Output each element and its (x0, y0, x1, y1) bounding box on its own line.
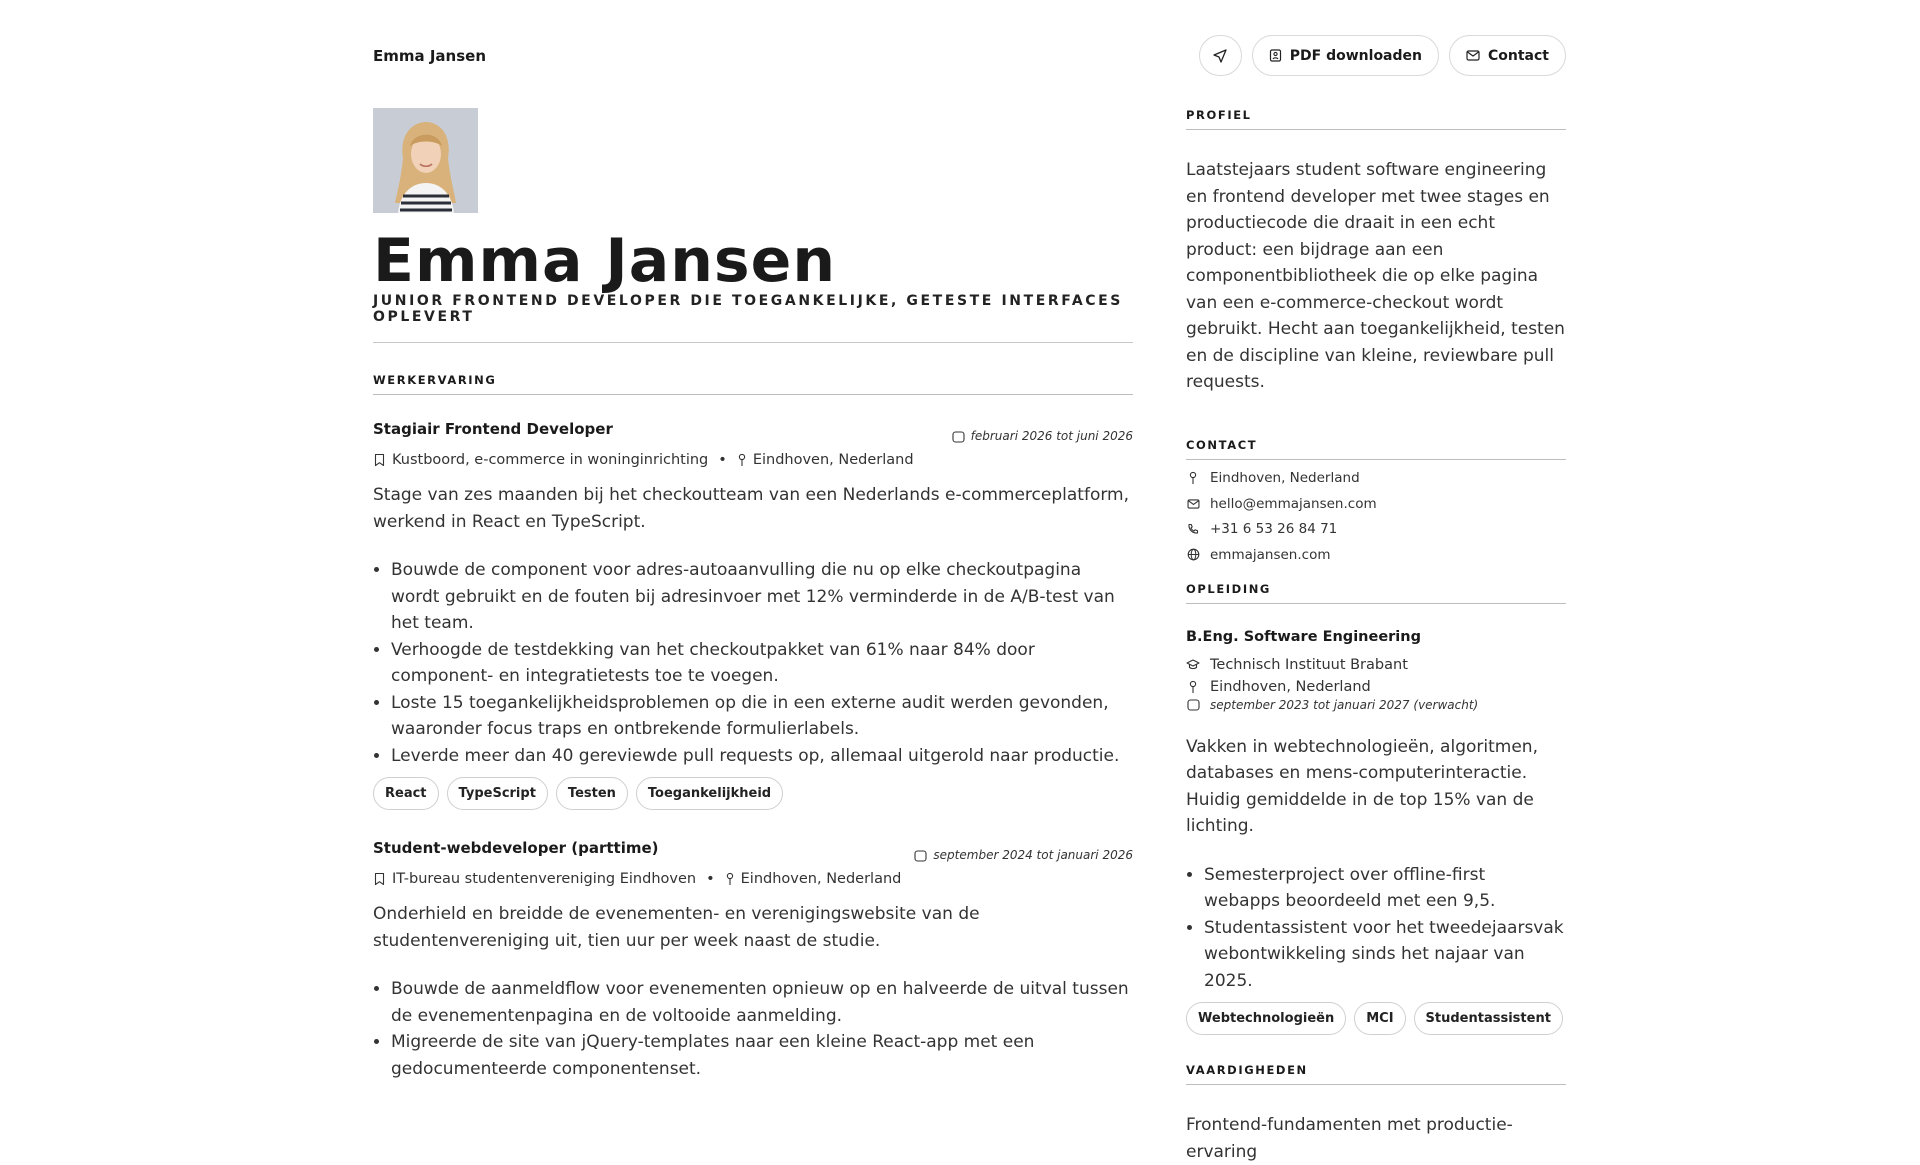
job-summary: Stage van zes maanden bij het checkoutteam van een Nederlands e-commerceplatform, werkend in React en TypeScript. (373, 485, 1129, 532)
mail-icon (1466, 50, 1480, 61)
graduation-cap-icon (1186, 659, 1200, 671)
job-meta (373, 452, 1133, 468)
page-title: Emma Jansen (373, 226, 837, 296)
sidebar-column (1186, 108, 1566, 1165)
pdf-download-label: PDF downloaden (1289, 47, 1422, 64)
education-text: Vakken in webtechnologieën, algoritmen, databases en mens-computerinteractie. Huidig gemiddelde in de top 15% van de lichting. (1186, 736, 1538, 836)
pin-icon (1188, 471, 1198, 485)
list-item: • Migreerde de site van jQuery-templates naar een kleine React-app met een gedocumenteerde componentenset. (391, 1029, 1133, 1082)
job-item (373, 420, 1133, 810)
contact-website-text: emmajansen.com (1210, 546, 1331, 563)
calendar-icon (952, 430, 965, 443)
education-location (1186, 679, 1566, 695)
skills-text: Frontend-fundamenten met productie-ervaring (1186, 1115, 1513, 1162)
education-heading: OPLEIDING (1186, 582, 1566, 604)
job-title: Student-webdeveloper (parttime) (373, 839, 659, 857)
contact-phone[interactable] (1186, 517, 1566, 543)
share-button[interactable] (1199, 35, 1242, 76)
job-date (952, 429, 1133, 443)
tag: Toegankelijkheid (636, 777, 783, 810)
contact-email[interactable] (1186, 491, 1566, 517)
header-actions (1199, 35, 1566, 76)
education-tags (1186, 1002, 1566, 1035)
separator-dot: • (706, 871, 715, 887)
job-company: Kustboord, e-commerce in woninginrichting (392, 452, 709, 468)
pdf-download-button[interactable] (1252, 35, 1439, 76)
main-column (373, 108, 1133, 1082)
contact-heading: CONTACT (1186, 438, 1566, 460)
skills-heading: VAARDIGHEDEN (1186, 1063, 1566, 1085)
list-item: • Bouwde de aanmeldflow voor evenementen opnieuw op en halveerde de uitval tussen de evenementenpagina en de voltooide aanmelding. (391, 976, 1133, 1029)
job-location: Eindhoven, Nederland (740, 871, 902, 887)
profile-heading: PROFIEL (1186, 108, 1566, 130)
job-date-text: februari 2026 tot juni 2026 (970, 429, 1133, 443)
header-name: Emma Jansen (373, 47, 487, 65)
job-summary: Onderhield en breidde de evenementen- en verenigingswebsite van de studentenvereniging uit, tien uur per week naast de studie. (373, 904, 980, 951)
job-bullets (373, 976, 1133, 1082)
education-school (1186, 657, 1566, 673)
profile-text: Laatstejaars student software engineering en frontend developer met twee stages en productiecode die draait in een echt product: een bijdrage aan een componentbibliotheek die op elke pagina van een e-commerce-checkout wordt gebruikt. Hecht aan toegankelijkheid, testen en de discipline van kleine, reviewbare pull requests. (1186, 160, 1565, 392)
tag: Testen (556, 777, 628, 810)
education-date-text: september 2023 tot januari 2027 (verwacht) (1210, 697, 1479, 712)
list-item: • Verhoogde de testdekking van het checkoutpakket van 61% naar 84% door component- en integratietests toe te voegen. (391, 637, 1133, 690)
job-meta (373, 871, 1133, 887)
contact-list (1186, 466, 1566, 568)
education-degree: B.Eng. Software Engineering (1186, 628, 1421, 645)
education-date (1186, 698, 1566, 712)
job-tags (373, 777, 1133, 810)
avatar (373, 108, 478, 213)
bookmark-icon (373, 453, 386, 467)
send-icon (1213, 49, 1227, 63)
file-icon (1269, 49, 1282, 62)
list-item: • Bouwde de component voor adres-autoaanvulling die nu op elke checkoutpagina wordt gebruikt en de fouten bij adresinvoer met 12% verminderde in de A/B-test van het team. (391, 557, 1133, 637)
pin-icon (737, 453, 747, 467)
bookmark-icon (373, 872, 386, 886)
job-date (914, 848, 1133, 862)
pin-icon (725, 872, 735, 886)
contact-email-text: hello@emmajansen.com (1210, 495, 1377, 512)
tag: Webtechnologieën (1186, 1002, 1346, 1035)
mail-icon (1187, 499, 1200, 509)
tag: React (373, 777, 439, 810)
tag: MCI (1354, 1002, 1405, 1035)
globe-icon (1187, 548, 1200, 561)
list-item: • Leverde meer dan 40 gereviewde pull requests op, allemaal uitgerold naar productie. (391, 743, 1133, 770)
job-bullets (373, 557, 1133, 769)
tagline: JUNIOR FRONTEND DEVELOPER DIE TOEGANKELIJKE, GETESTE INTERFACES OPLEVERT (373, 293, 1123, 325)
job-item (373, 839, 1133, 1082)
calendar-icon (1187, 698, 1200, 711)
calendar-icon (914, 849, 927, 862)
job-title: Stagiair Frontend Developer (373, 420, 613, 438)
job-location: Eindhoven, Nederland (752, 452, 914, 468)
phone-icon (1187, 523, 1199, 535)
job-date-text: september 2024 tot januari 2026 (933, 848, 1133, 862)
contact-location (1186, 466, 1566, 492)
contact-location-text: Eindhoven, Nederland (1210, 470, 1360, 487)
experience-heading: WERKERVARING (373, 373, 1133, 395)
education-bullets (1186, 862, 1566, 995)
contact-button[interactable] (1449, 35, 1566, 76)
contact-phone-text: +31 6 53 26 84 71 (1210, 521, 1338, 538)
pin-icon (1188, 680, 1198, 694)
education-school-text: Technisch Instituut Brabant (1210, 656, 1408, 673)
list-item: • Studentassistent voor het tweedejaarsvak webontwikkeling sinds het najaar van 2025. (1204, 915, 1566, 995)
tag: TypeScript (447, 777, 548, 810)
list-item: • Loste 15 toegankelijkheidsproblemen op die in een externe audit werden gevonden, waaronder focus traps en ontbrekende formulierlabels. (391, 690, 1133, 743)
list-item: • Semesterproject over offline-first webapps beoordeeld met een 9,5. (1204, 862, 1566, 915)
job-company: IT-bureau studentenvereniging Eindhoven (392, 871, 697, 887)
divider (373, 342, 1133, 343)
tag: Studentassistent (1414, 1002, 1563, 1035)
separator-dot: • (718, 452, 727, 468)
contact-label: Contact (1488, 47, 1549, 64)
education-location-text: Eindhoven, Nederland (1210, 678, 1371, 695)
contact-website[interactable] (1186, 542, 1566, 568)
